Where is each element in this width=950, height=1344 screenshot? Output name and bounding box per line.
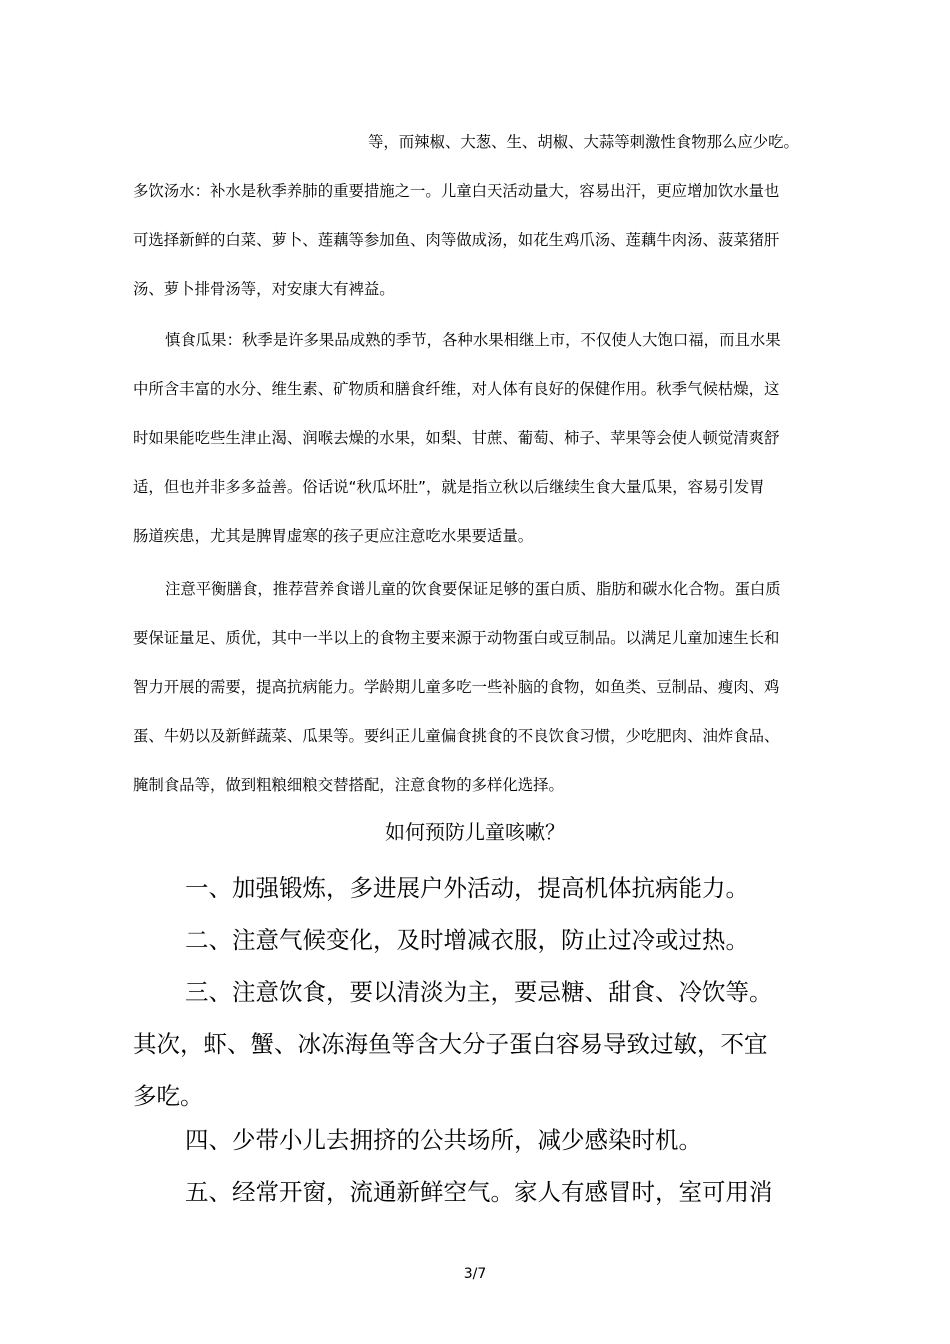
- text-line: 二、注意气候变化，及时增减衣服，防止过冷或过热。: [185, 926, 749, 954]
- text-line: 四、少带小儿去拥挤的公共场所，减少感染时机。: [185, 1126, 702, 1154]
- text-line: 一、加强锻炼，多进展户外活动，提高机体抗病能力。: [185, 874, 749, 902]
- list-item-3: [133, 966, 813, 1122]
- text-line: 蛋、牛奶以及新鲜蔬菜、瓜果等。要纠正儿童偏食挑食的不良饮食习惯，少吃肥肉、油炸食品、: [133, 727, 780, 745]
- page-number: 3/7: [463, 1266, 487, 1282]
- text-line: 三、注意饮食，要以清淡为主，要忌糖、甜食、冷饮等。: [185, 978, 773, 1006]
- text-line: 智力开展的需要，提高抗病能力。学龄期儿童多吃一些补脑的食物，如鱼类、豆制品、瘦肉、鸡: [133, 678, 780, 696]
- text-line: 五、经常开窗，流通新鲜空气。家人有感冒时，室可用消: [185, 1178, 773, 1206]
- paragraph-soup: [133, 167, 817, 314]
- text-line: 慎食瓜果：秋季是许多果品成熟的季节，各种水果相继上市，不仅使人大饱口福，而且水果: [165, 331, 781, 349]
- section-title: 如何预防儿童咳嗽？: [385, 820, 565, 844]
- text-line: 多饮汤水：补水是秋季养肺的重要措施之一。儿童白天活动量大，容易出汗，更应增加饮水量也: [133, 182, 780, 200]
- list-item-2: [133, 914, 813, 966]
- text-line: 可选择新鲜的白菜、萝卜、莲藕等参加鱼、肉等做成汤，如花生鸡爪汤、莲藕牛肉汤、菠菜猪肝: [133, 231, 780, 249]
- text-line: 要保证量足、质优，其中一半以上的食物主要来源于动物蛋白或豆制品。以满足儿童加速生长和: [133, 629, 780, 647]
- text-line: 其次，虾、蟹、冰冻海鱼等含大分子蛋白容易导致过敏，不宜: [133, 1030, 768, 1058]
- text-line: 等，而辣椒、大葱、生、胡椒、大蒜等刺激性食物那么应少吃。: [368, 133, 799, 151]
- list-item-4: [133, 1114, 813, 1166]
- paragraph-fruit: [133, 316, 817, 561]
- text-line: 腌制食品等，做到粗粮细粮交替搭配，注意食物的多样化选择。: [133, 776, 564, 794]
- paragraph-spicy-food: [133, 118, 817, 167]
- paragraph-balanced-diet: [133, 565, 817, 810]
- text-line: 时如果能吃些生津止渴、润喉去燥的水果，如梨、甘蔗、葡萄、柿子、苹果等会使人顿觉清爽舒: [133, 429, 780, 447]
- text-line: 注意平衡膳食，推荐营养食谱儿童的饮食要保证足够的蛋白质、脂肪和碳水化合物。蛋白质: [165, 580, 781, 598]
- list-item-5: [133, 1166, 813, 1218]
- text-line: 多吃。: [133, 1082, 204, 1110]
- text-line: 中所含丰富的水分、维生素、矿物质和膳食纤维，对人体有良好的保健作用。秋季气候枯燥，这: [133, 380, 780, 398]
- text-line: 适，但也并非多多益善。俗话说“秋瓜坏肚”，就是指立秋以后继续生食大量瓜果，容易引发胃: [133, 478, 765, 496]
- text-line: 汤、萝卜排骨汤等，对安康大有裨益。: [133, 280, 395, 298]
- list-item-1: [133, 862, 813, 914]
- text-line: 肠道疾患，尤其是脾胃虚寒的孩子更应注意吃水果要适量。: [133, 527, 534, 545]
